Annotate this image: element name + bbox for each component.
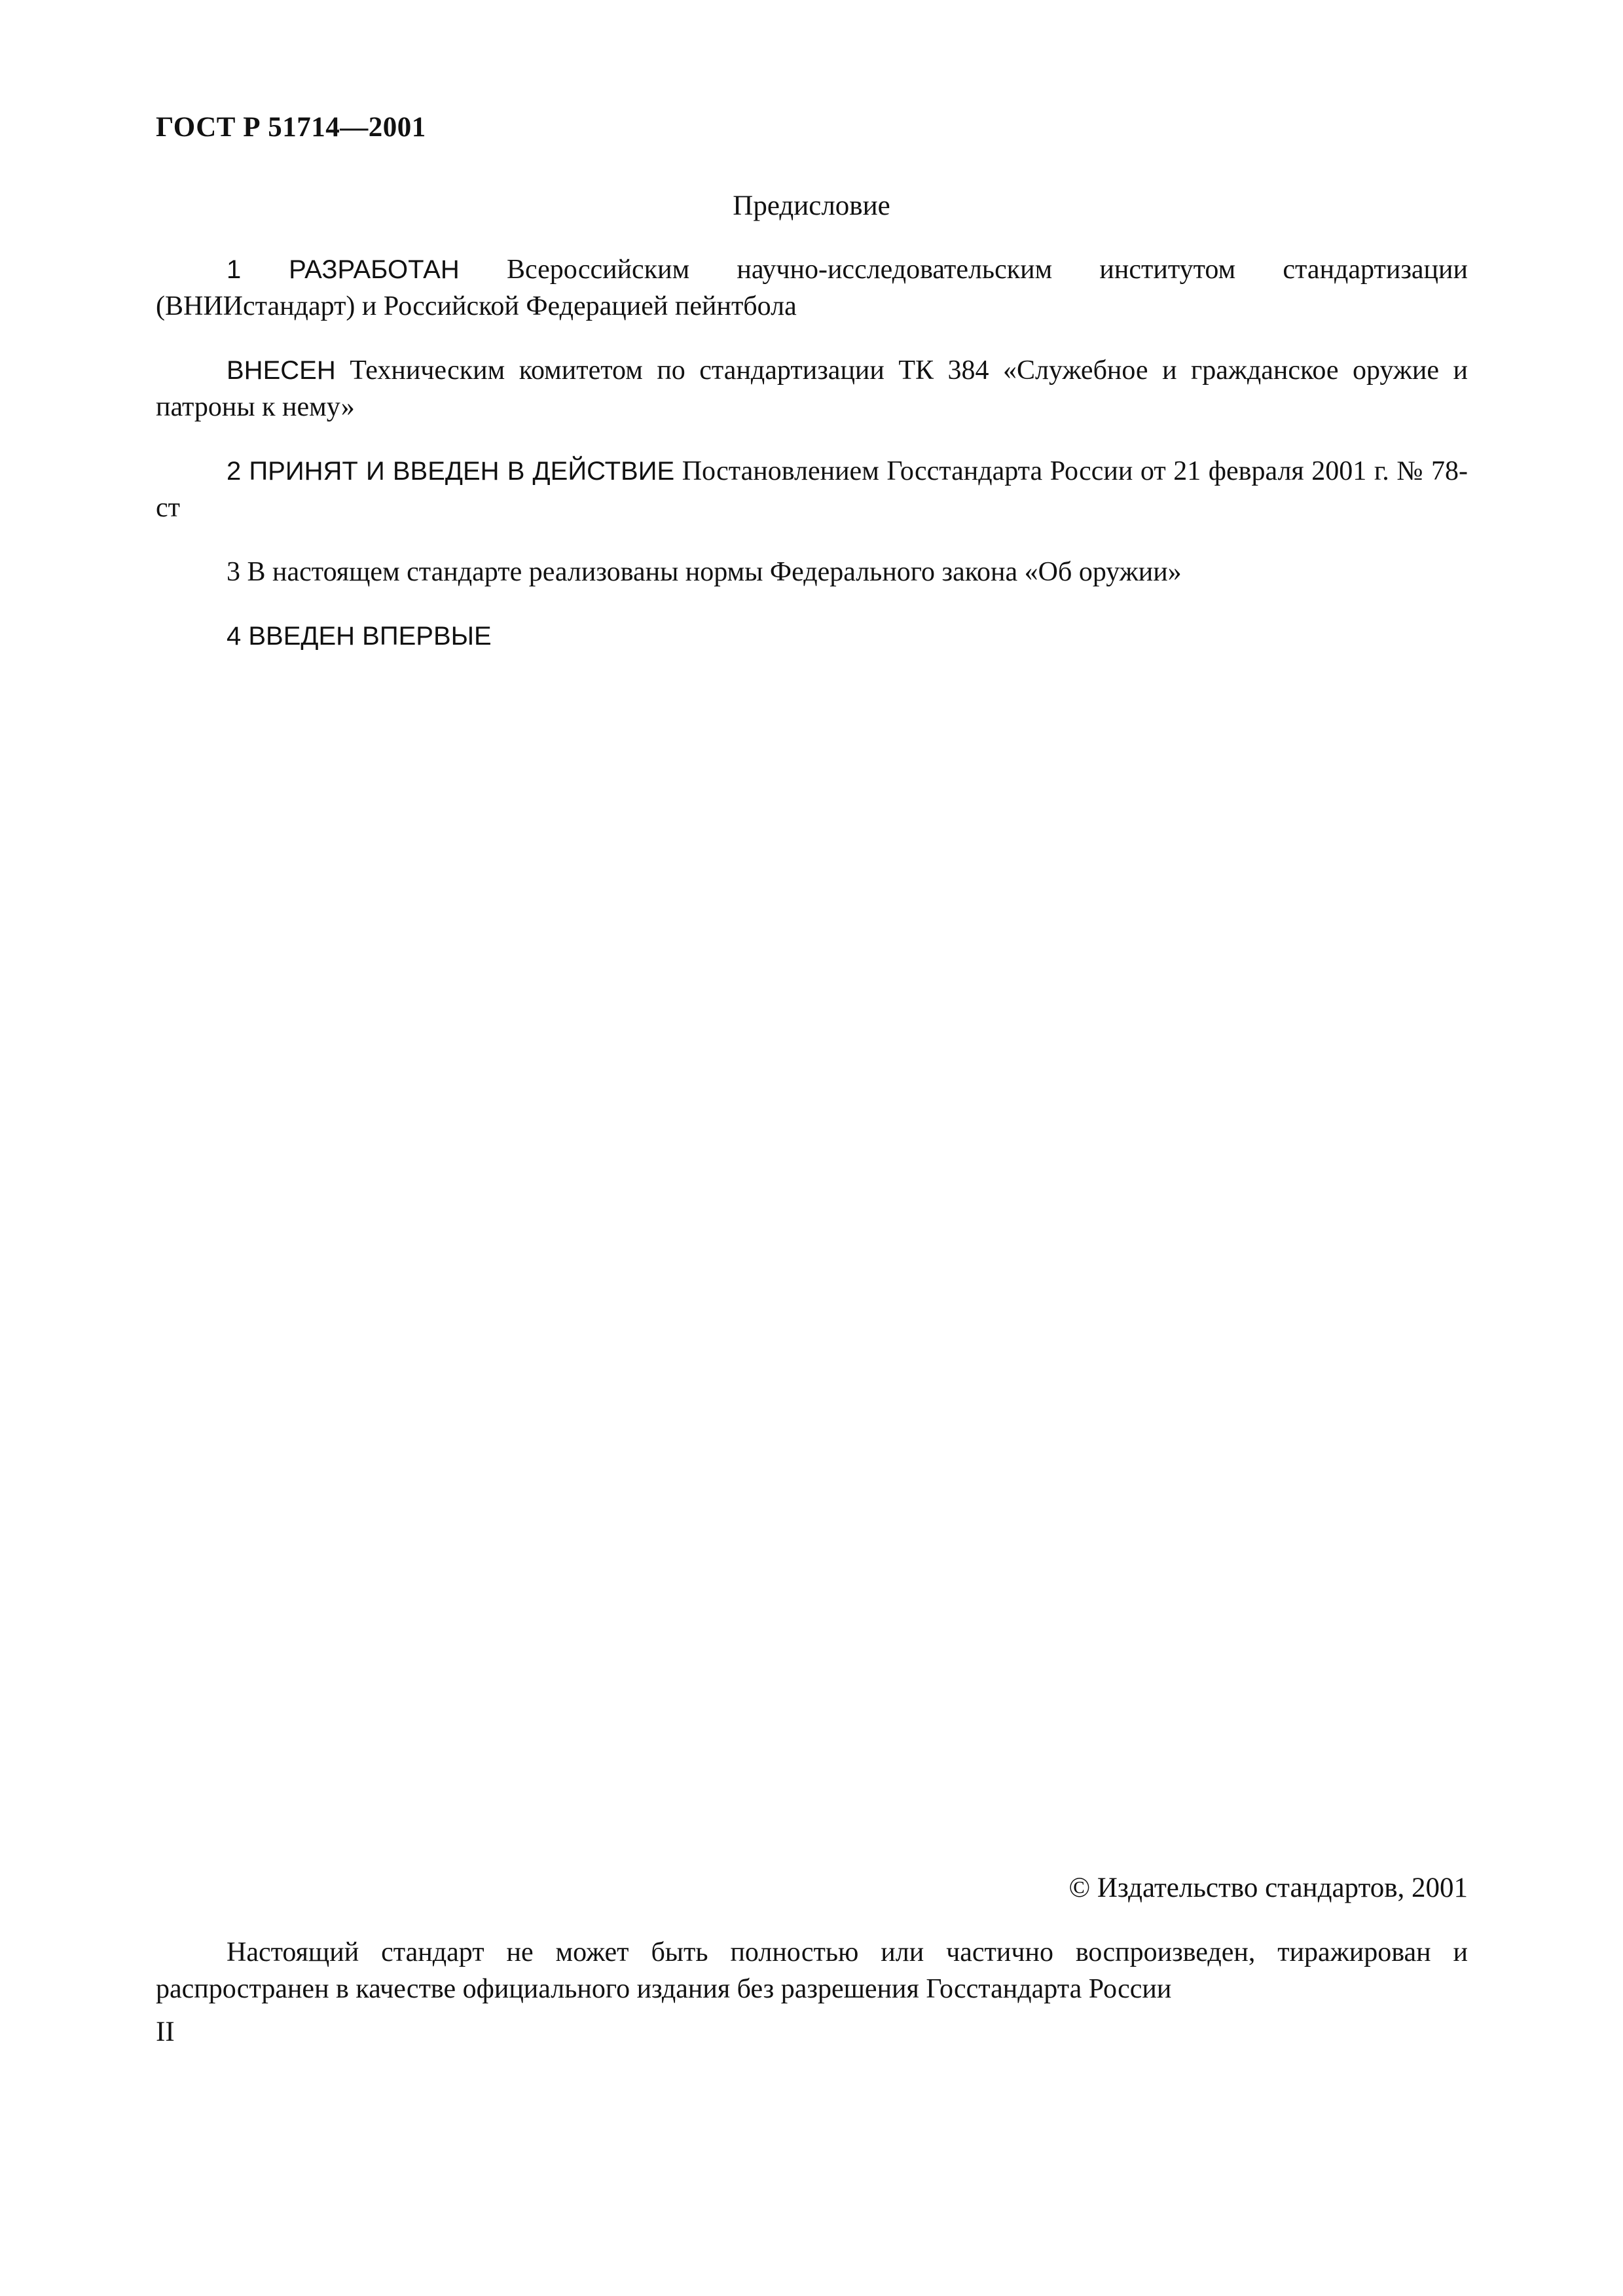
preface-item-developed [156,251,1468,325]
copyright-line: © Издательство стандартов, 2001 [1068,1873,1468,1903]
preface-item-lead: 4 ВВЕДЕН ВПЕРВЫЕ [227,622,492,651]
preface-item-submitted [156,352,1468,425]
preface-item-lead: ВНЕСЕН [227,356,336,385]
reproduction-notice: Настоящий стандарт не может быть полностью или частично воспроизведен, тиражирован и распространен в качестве официального издания без разрешения Госстандарта России [156,1937,1468,2004]
preface-item-lead: 1 РАЗРАБОТАН [227,255,460,284]
preface-item-text: Постановлением Госстандарта России от 21 февраля 2001 г. № 78-ст [156,456,1468,523]
preface-title: Предисловие [733,190,890,221]
preface-item-first-introduced [156,618,1468,655]
document-id: ГОСТ Р 51714—2001 [156,112,426,143]
preface-body [156,251,1468,682]
preface-item-text: Всероссийским научно-исследовательским институтом стандартизации (ВНИИстандарт) и Российской Федерацией пейнтбола [156,255,1468,321]
preface-item-adopted [156,453,1468,526]
preface-item-lead: 2 ПРИНЯТ И ВВЕДЕН В ДЕЙСТВИЕ [227,457,675,486]
preface-item-text: Техническим комитетом по стандартизации ТК 384 «Служебное и гражданское оружие и патроны к нему» [156,355,1468,422]
preface-item-lead: 3 [227,557,240,587]
page-number: II [156,2017,175,2047]
preface-item-law [156,554,1468,590]
preface-item-text: В настоящем стандарте реализованы нормы Федерального закона «Об оружии» [240,557,1182,587]
